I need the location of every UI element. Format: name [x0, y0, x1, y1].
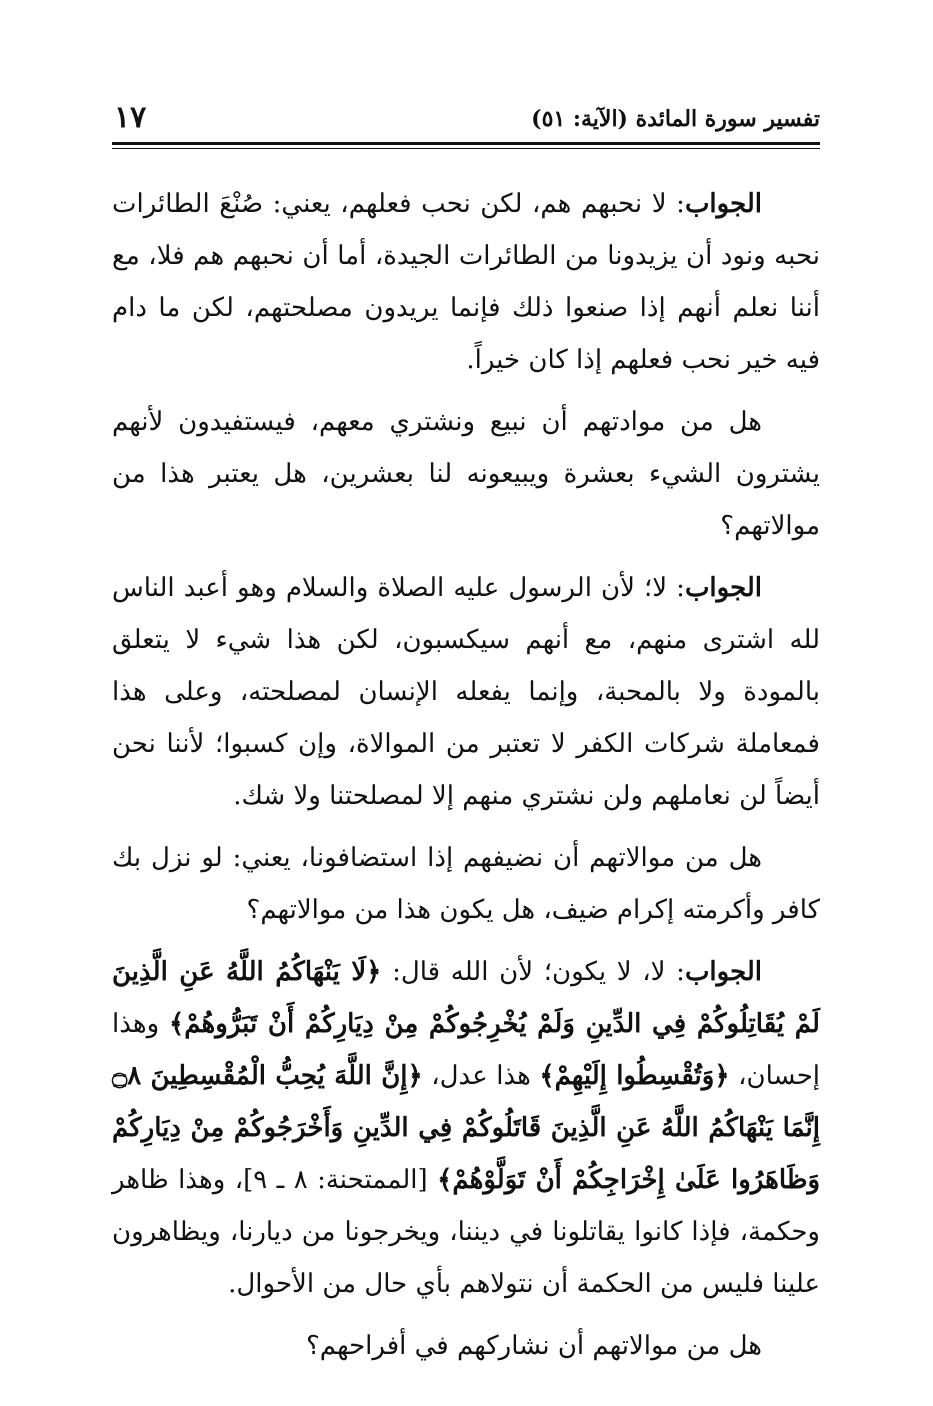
quran-verse: ﴿وَتُقْسِطُوا إِلَيْهِمْ﴾ — [539, 1061, 730, 1091]
quran-verse: ﴿لَا يَنْهَاكُمُ اللَّهُ عَنِ الَّذِينَ لَمْ يُقَاتِلُوكُمْ فِي الدِّينِ وَلَمْ يُخْرِجُوكُمْ مِنْ دِيَارِكُمْ أَنْ تَبَرُّوهُمْ﴾ — [112, 957, 820, 1039]
paragraph-text: : لا؛ لأن الرسول عليه الصلاة والسلام وهو أعبد الناس لله اشترى منهم، مع أنهم سيكسبون، لكن هذا شيء لا يتعلق بالمودة ولا بالمحبة، وإنما يفعله الإنسان لمصلحته، وعلى هذا فمعاملة شركات الكفر لا تعتبر من الموالاة، وإن كسبوا؛ لأننا نحن أيضاً لن نعاملهم ولن نشتري منهم إلا لمصلحتنا ولا شك. — [112, 573, 820, 811]
running-title: تفسير سورة المائدة (الآية: ٥١) — [531, 106, 820, 132]
answer-label: الجواب — [684, 957, 762, 987]
quran-verse: ﴿إِنَّ اللَّهَ يُحِبُّ الْمُقْسِطِينَ ۝٨ إِنَّمَا يَنْهَاكُمُ اللَّهُ عَنِ الَّذِينَ قَاتَلُوكُمْ فِي الدِّينِ وَأَخْرَجُوكُمْ مِنْ دِيَارِكُمْ وَظَاهَرُوا عَلَىٰ إِخْرَاجِكُمْ أَنْ تَوَلَّوْهُمْ﴾ — [112, 1061, 820, 1195]
answer-label: الجواب — [684, 189, 762, 219]
paragraph-question-3 — [112, 1320, 820, 1372]
paragraph-text: هل من موالاتهم أن نضيفهم إذا استضافونا، يعني: لو نزل بك كافر وأكرمته إكرام ضيف، هل يكون هذا من موالاتهم؟ — [112, 843, 820, 925]
paragraph-question-1 — [112, 396, 820, 552]
header-rule-thick — [112, 142, 820, 145]
header-rule-thin — [112, 148, 820, 149]
paragraph-answer-3 — [112, 946, 820, 1310]
page-number: ١٧ — [114, 100, 147, 135]
paragraph-question-2 — [112, 832, 820, 936]
paragraph-text: هل من موالاتهم أن نشاركهم في أفراحهم؟ — [305, 1331, 762, 1361]
paragraph-text: : لا نحبهم هم، لكن نحب فعلهم، يعني: صُنْعَ الطائرات نحبه ونود أن يزيدونا من الطائرات الجيدة، أما أن نحبهم هم فلا، مع أننا نعلم أنهم إذا صنعوا ذلك فإنما يريدون مصلحتهم، لكن ما دام فيه خير نحب فعلهم إذا كان خيراً. — [112, 189, 820, 375]
answer-text: [الممتحنة: ٨ ـ ٩]، وهذا ظاهر وحكمة، فإذا كانوا يقاتلونا في ديننا، ويخرجونا من ديارنا، ويظاهرون علينا فليس من الحكمة أن نتولاهم بأي حال من الأحوال. — [112, 1165, 820, 1299]
answer-text: وهذا إحسان، — [112, 1009, 820, 1091]
body-text — [112, 178, 820, 1382]
paragraph-text: هل من موادتهم أن نبيع ونشتري معهم، فيستفيدون لأنهم يشترون الشيء بعشرة ويبيعونه لنا بعشرين، هل يعتبر هذا من موالاتهم؟ — [112, 407, 820, 541]
page-header — [112, 100, 820, 140]
paragraph-answer-2 — [112, 562, 820, 822]
answer-text: هذا عدل، — [422, 1061, 540, 1091]
paragraph-answer-1 — [112, 178, 820, 386]
answer-label: الجواب — [684, 573, 762, 603]
answer-text: : لا، لا يكون؛ لأن الله قال: — [381, 957, 685, 987]
